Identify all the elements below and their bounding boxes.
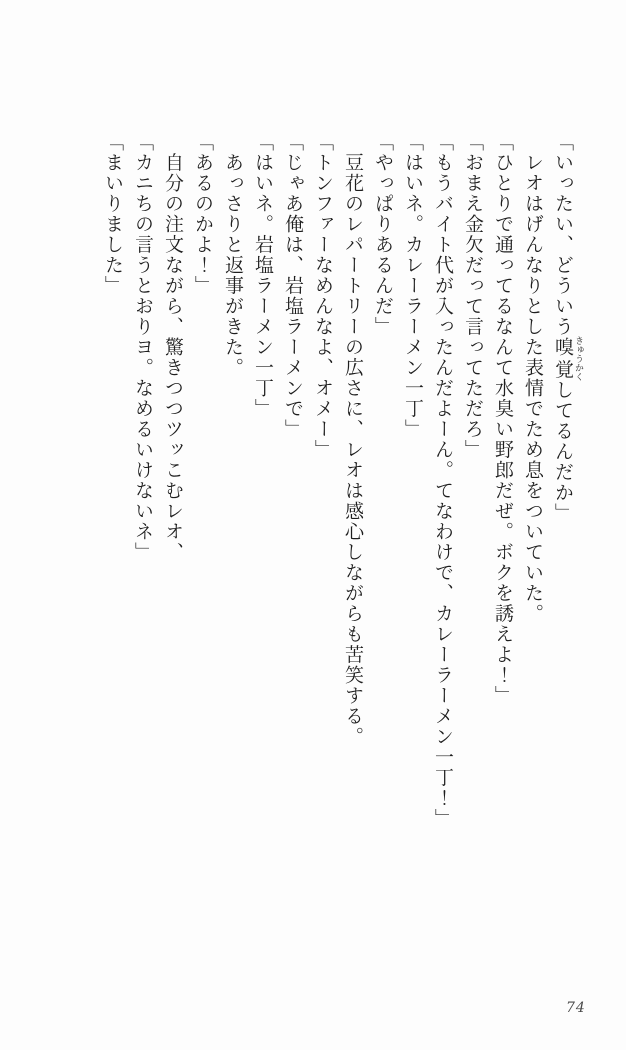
text-line-13-dialogue [188,132,218,872]
text-segment: 「はいネ。カレーラーメン一丁」 [402,132,424,440]
text-segment: 「ひとりで通ってるなんて水臭い野郎だぜ。ボクを誘えよ！」 [492,132,514,706]
text-segment: 「カニちの言うとおりヨ。なめるいけないネ」 [132,132,154,563]
text-line-7-dialogue [368,132,398,872]
text-segment: 「まいりました」 [102,132,124,296]
text-segment: 「はいネ。岩塩ラーメン一丁」 [252,132,274,419]
text-segment: 「トンファーなめんなよ、オメー」 [312,132,334,460]
text-segment: あっさりと返事がきた。 [222,132,244,378]
text-segment: してるんだか」 [552,380,574,524]
text-segment: 「おまえ金欠だって言ってただろ」 [462,132,484,460]
text-segment: 「やっぱりあるんだ」 [372,132,394,337]
vertical-text-block [98,132,583,872]
text-line-4-dialogue [458,132,488,872]
text-line-15-dialogue [128,132,158,872]
text-line-11-dialogue [248,132,278,872]
text-line-16-dialogue [98,132,128,872]
text-line-1-dialogue [548,132,583,872]
text-line-8-narration [338,132,368,872]
text-line-9-dialogue [308,132,338,872]
text-line-5-dialogue [428,132,458,872]
text-line-2-narration [518,132,548,872]
text-segment: 豆花のレパートリーの広さに、レオは感心しながらも苦笑する。 [342,132,364,747]
text-segment: 「もうバイト代が入ったんだよーん。てなわけで、カレーラーメン一丁！」 [432,132,454,829]
page-number: 74 [566,1000,586,1016]
text-segment: 自分の注文ながら、驚きつつツッこむレオ、 [162,132,184,563]
text-line-3-dialogue [488,132,518,872]
text-segment: 「じゃあ俺は、岩塩ラーメンで」 [282,132,304,440]
text-line-6-dialogue [398,132,428,872]
text-segment: 「あるのかよ！」 [192,132,214,296]
furigana-ruby: 嗅覚 きゅうかく [552,336,583,381]
text-line-12-narration [218,132,248,872]
text-segment: レオはげんなりとした表情でため息をついていた。 [522,132,544,624]
text-line-14-narration [158,132,188,872]
text-segment: 「いったい、どういう [552,132,574,337]
text-line-10-dialogue [278,132,308,872]
furigana-reading: きゅうかく [573,336,583,381]
